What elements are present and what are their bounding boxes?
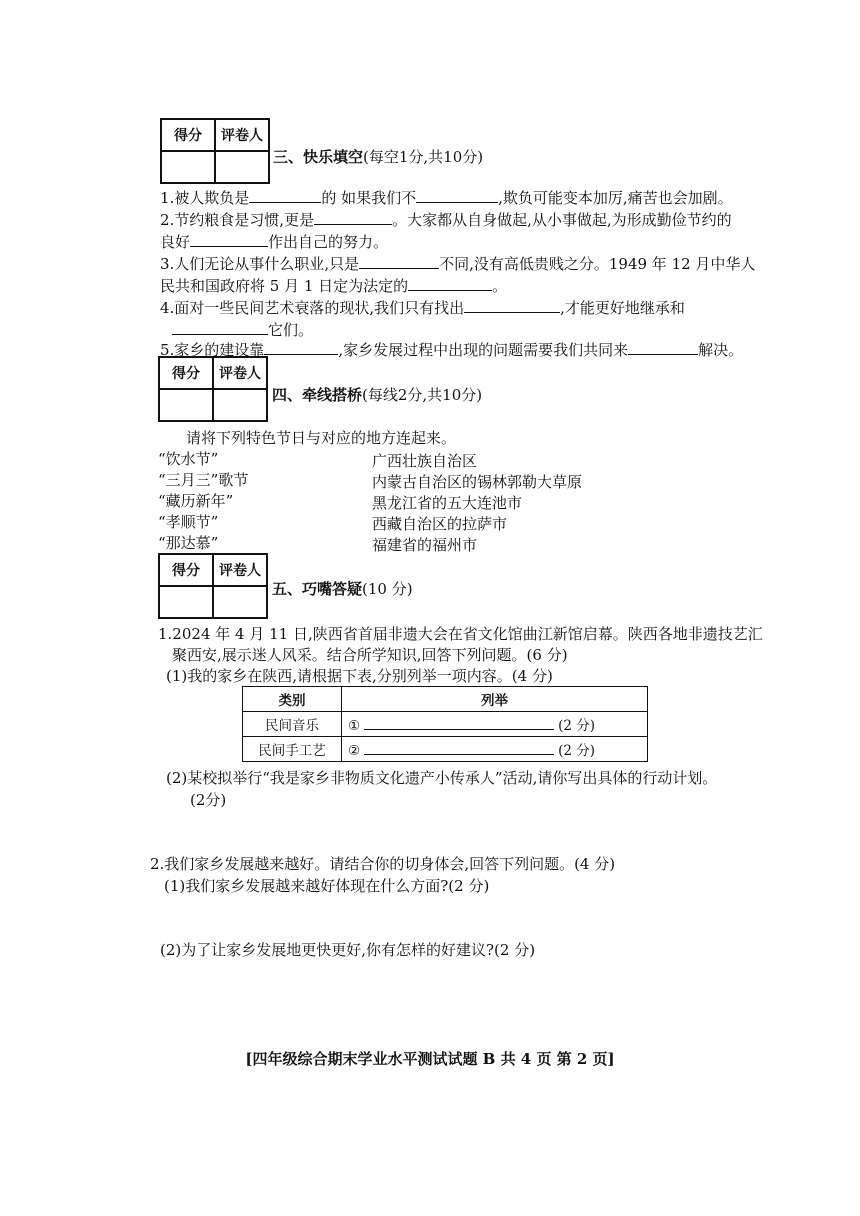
- answer-blank[interactable]: [190, 232, 268, 247]
- place-item[interactable]: 内蒙古自治区的锡林郭勒大草原: [372, 473, 583, 491]
- festival-item[interactable]: “饮水节”: [158, 450, 219, 468]
- festival-item[interactable]: “藏历新年”: [158, 492, 234, 510]
- table-header-list: 列举: [342, 687, 648, 712]
- answer-blank[interactable]: [416, 188, 498, 203]
- grader-cell[interactable]: [215, 151, 269, 183]
- section4-instruction: 请将下列特色节日与对应的地方连起来。: [186, 429, 457, 447]
- category-cell: 民间音乐: [243, 712, 342, 737]
- question-1: 1.被人欺负是 的 如果我们不 ,欺负可能变本加厉,痛苦也会加剧。: [160, 189, 733, 207]
- score-label: 得分: [161, 119, 215, 151]
- answer-blank[interactable]: [264, 340, 338, 355]
- q1-text-cont: 聚西安,展示迷人风采。结合所学知识,回答下列问题。(6 分): [172, 646, 568, 664]
- q2-sub2: (2)为了让家乡发展地更快更好,你有怎样的好建议?(2 分): [160, 941, 536, 959]
- section5-title: 五、巧嘴答疑(10 分): [272, 580, 413, 598]
- answer-blank[interactable]: [314, 210, 392, 225]
- answer-blank[interactable]: [364, 717, 554, 730]
- answer-cell[interactable]: ② (2 分): [342, 737, 648, 762]
- page-footer: [四年级综合期末学业水平测试试题 B 共 4 页 第 2 页]: [245, 1050, 615, 1068]
- grader-cell[interactable]: [213, 389, 267, 421]
- q2-sub1: (1)我们家乡发展越来越好体现在什么方面?(2 分): [164, 877, 490, 895]
- answer-blank[interactable]: [172, 320, 268, 335]
- answer-blank[interactable]: [364, 742, 554, 755]
- score-label: 得分: [159, 554, 213, 586]
- place-item[interactable]: 福建省的福州市: [372, 536, 478, 554]
- table-row: [243, 737, 648, 762]
- q1-sub2-cont: (2分): [190, 791, 227, 809]
- q1-sub1: (1)我的家乡在陕西,请根据下表,分别列举一项内容。(4 分): [166, 667, 553, 685]
- grader-label: 评卷人: [213, 554, 267, 586]
- place-item[interactable]: 黑龙江省的五大连池市: [372, 494, 523, 512]
- answer-blank[interactable]: [464, 298, 560, 313]
- score-box: [160, 118, 270, 184]
- section3-title: 三、快乐填空(每空1分,共10分): [273, 148, 484, 166]
- answer-blank[interactable]: [359, 254, 439, 269]
- place-item[interactable]: 广西壮族自治区: [372, 452, 478, 470]
- table-header-category: 类别: [243, 687, 342, 712]
- heritage-table: [242, 686, 648, 762]
- q2-text: 2.我们家乡发展越来越好。请结合你的切身体会,回答下列问题。(4 分): [150, 855, 616, 873]
- q1-sub2: (2)某校拟举行“我是家乡非物质文化遗产小传承人”活动,请你写出具体的行动计划。: [166, 769, 718, 787]
- answer-blank[interactable]: [628, 340, 698, 355]
- score-box: [158, 356, 268, 422]
- grader-label: 评卷人: [213, 357, 267, 389]
- question-4-cont: 它们。: [160, 320, 313, 340]
- table-row: [243, 712, 648, 737]
- question-3: 3.人们无论从事什么职业,只是 不同,没有高低贵贱之分。1949 年 12 月中华人: [160, 255, 756, 273]
- score-cell[interactable]: [161, 151, 215, 183]
- answer-blank[interactable]: [249, 188, 321, 203]
- q1-text: 1.2024 年 4 月 11 日,陕西省首届非遗大会在省文化馆曲江新馆启幕。陕西各地非遗技艺汇: [158, 625, 763, 643]
- score-label: 得分: [159, 357, 213, 389]
- section4-title: 四、牵线搭桥(每线2分,共10分): [272, 386, 483, 404]
- grader-label: 评卷人: [215, 119, 269, 151]
- festival-item[interactable]: “三月三”歌节: [158, 471, 249, 489]
- question-2-cont: 良好 作出自己的努力。: [160, 233, 389, 251]
- score-cell[interactable]: [159, 389, 213, 421]
- category-cell: 民间手工艺: [243, 737, 342, 762]
- score-box: [158, 553, 268, 619]
- festival-item[interactable]: “那达慕”: [158, 534, 219, 552]
- question-4: 4.面对一些民间艺术衰落的现状,我们只有找出 ,才能更好地继承和: [160, 299, 685, 317]
- answer-cell[interactable]: ① (2 分): [342, 712, 648, 737]
- question-3-cont: 民共和国政府将 5 月 1 日定为法定的 。: [160, 277, 508, 295]
- question-5: 5.家乡的建设靠 ,家乡发展过程中出现的问题需要我们共同来 解决。: [160, 341, 744, 359]
- question-2: 2.节约粮食是习惯,更是 。大家都从自身做起,从小事做起,为形成勤俭节约的: [160, 211, 732, 229]
- score-cell[interactable]: [159, 586, 213, 618]
- festival-item[interactable]: “孝顺节”: [158, 513, 219, 531]
- grader-cell[interactable]: [213, 586, 267, 618]
- answer-blank[interactable]: [408, 276, 492, 291]
- place-item[interactable]: 西藏自治区的拉萨市: [372, 515, 508, 533]
